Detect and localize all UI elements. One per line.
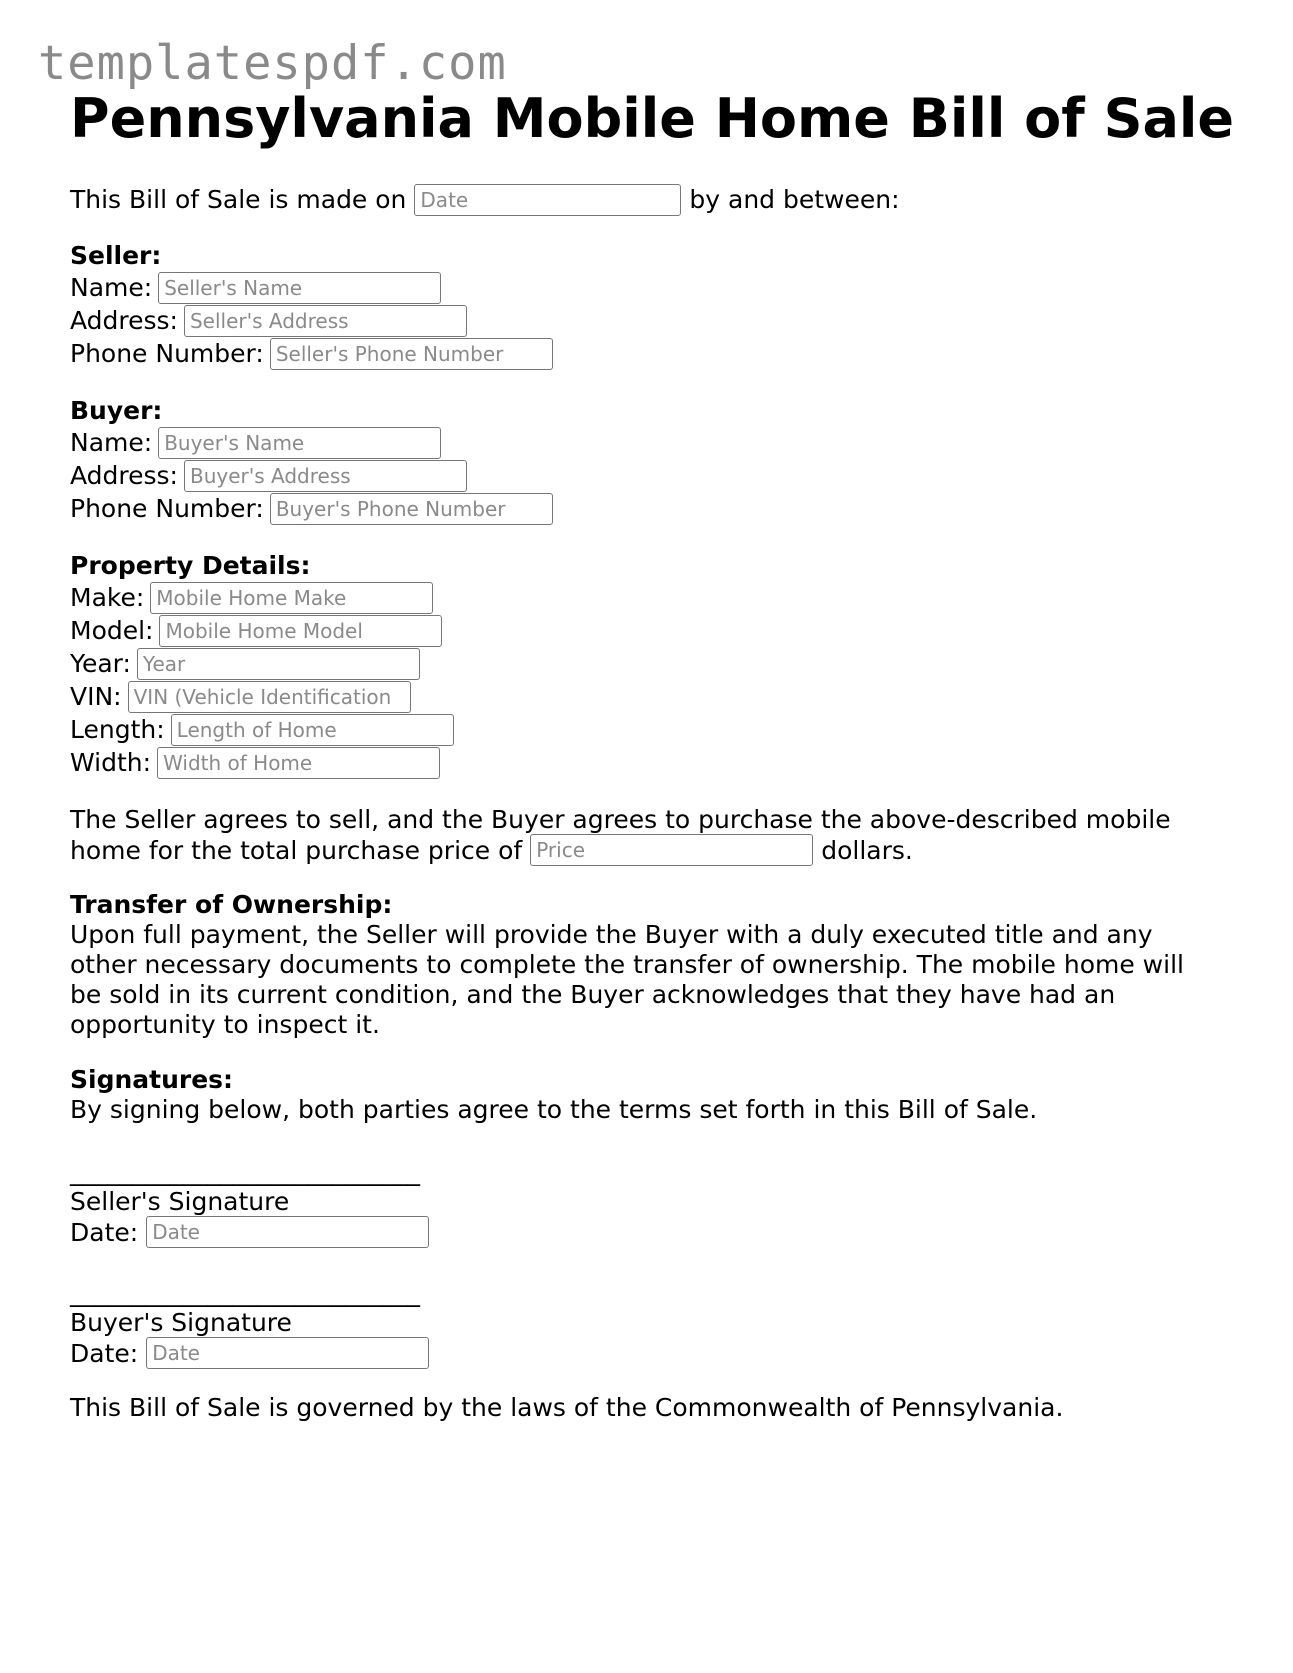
seller-phone-row	[70, 337, 1220, 370]
sale-date-input[interactable]	[414, 184, 681, 216]
governing-law-text: This Bill of Sale is governed by the laws of the Commonwealth of Pennsylvania.	[70, 1393, 1064, 1422]
watermark: templatespdf.com	[38, 36, 507, 91]
seller-phone-label: Phone Number:	[70, 339, 264, 368]
length-input[interactable]	[171, 714, 454, 746]
buyer-heading: Buyer:	[70, 396, 163, 425]
seller-signature-line: ____________________________	[70, 1157, 420, 1186]
bill-of-sale-form	[70, 183, 1220, 1423]
seller-date-label: Date:	[70, 1217, 139, 1247]
width-input[interactable]	[157, 747, 440, 779]
buyer-name-label: Name:	[70, 428, 153, 457]
signatures-text: By signing below, both parties agree to the terms set forth in this Bill of Sale.	[70, 1095, 1038, 1124]
length-label: Length:	[70, 715, 165, 744]
buyer-phone-row	[70, 492, 1220, 525]
year-row	[70, 647, 1220, 680]
seller-address-input[interactable]	[184, 305, 467, 337]
year-label: Year:	[70, 649, 131, 678]
length-row	[70, 713, 1220, 746]
seller-name-label: Name:	[70, 273, 153, 302]
seller-name-row	[70, 271, 1220, 304]
model-row	[70, 614, 1220, 647]
seller-date-input[interactable]	[146, 1216, 429, 1248]
year-input[interactable]	[137, 648, 420, 680]
buyer-date-label: Date:	[70, 1338, 139, 1368]
model-label: Model:	[70, 616, 154, 645]
seller-address-label: Address:	[70, 306, 178, 335]
transfer-heading: Transfer of Ownership:	[70, 890, 393, 919]
seller-phone-input[interactable]	[270, 338, 553, 370]
seller-date-row	[70, 1217, 1220, 1247]
price-input[interactable]	[530, 834, 813, 866]
agreement-suffix: dollars.	[821, 835, 913, 865]
buyer-address-row	[70, 459, 1220, 492]
buyer-signature-label: Buyer's Signature	[70, 1308, 292, 1337]
vin-row	[70, 680, 1220, 713]
intro-prefix: This Bill of Sale is made on	[70, 185, 407, 214]
width-row	[70, 746, 1220, 779]
buyer-name-row	[70, 426, 1220, 459]
agreement-line-2	[70, 835, 1220, 865]
buyer-address-input[interactable]	[184, 460, 467, 492]
transfer-line: be sold in its current condition, and the Buyer acknowledges that they have had an	[70, 980, 1116, 1009]
transfer-line: opportunity to inspect it.	[70, 1010, 380, 1039]
intro-suffix: by and between:	[689, 185, 900, 214]
property-heading: Property Details:	[70, 551, 311, 580]
make-row	[70, 581, 1220, 614]
transfer-line: other necessary documents to complete the transfer of ownership. The mobile home will	[70, 950, 1184, 979]
seller-signature-label: Seller's Signature	[70, 1187, 290, 1216]
agreement-line-1: The Seller agrees to sell, and the Buyer agrees to purchase the above-described mobile	[70, 805, 1171, 834]
seller-address-row	[70, 304, 1220, 337]
model-input[interactable]	[159, 615, 442, 647]
seller-heading: Seller:	[70, 241, 162, 270]
width-label: Width:	[70, 748, 152, 777]
signatures-heading: Signatures:	[70, 1065, 234, 1094]
buyer-address-label: Address:	[70, 461, 178, 490]
seller-name-input[interactable]	[158, 272, 441, 304]
buyer-phone-input[interactable]	[270, 493, 553, 525]
buyer-name-input[interactable]	[158, 427, 441, 459]
intro-line	[70, 183, 1220, 216]
make-label: Make:	[70, 583, 145, 612]
page-title: Pennsylvania Mobile Home Bill of Sale	[70, 87, 1235, 150]
buyer-date-row	[70, 1338, 1220, 1368]
buyer-phone-label: Phone Number:	[70, 494, 264, 523]
buyer-date-input[interactable]	[146, 1337, 429, 1369]
vin-input[interactable]	[128, 681, 411, 713]
buyer-signature-line: ____________________________	[70, 1278, 420, 1307]
transfer-line: Upon full payment, the Seller will provide the Buyer with a duly executed title and any	[70, 920, 1153, 949]
vin-label: VIN:	[70, 682, 122, 711]
agreement-prefix: home for the total purchase price of	[70, 835, 523, 865]
make-input[interactable]	[150, 582, 433, 614]
